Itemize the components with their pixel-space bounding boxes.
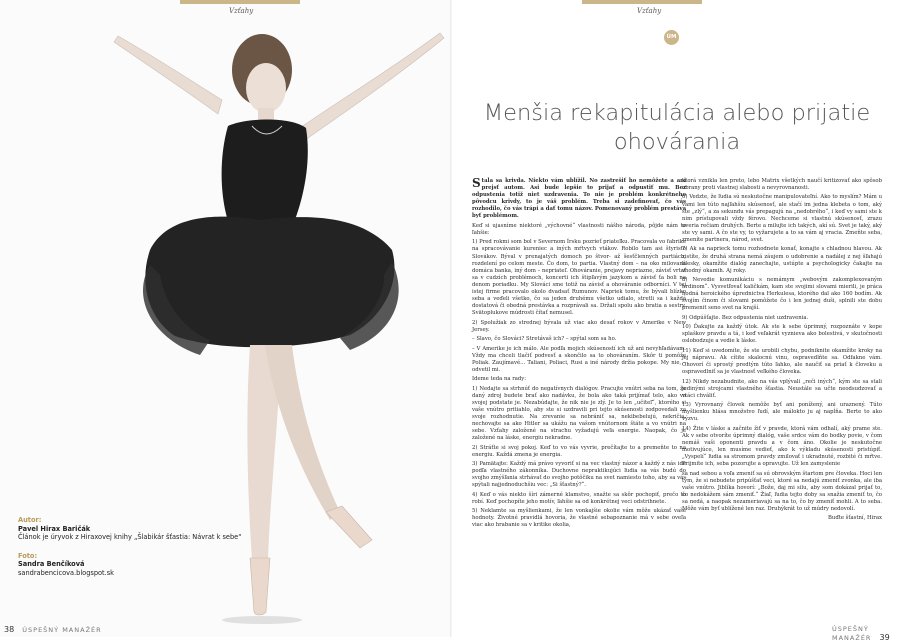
signature: Buďte šťastní, Hirax	[828, 515, 882, 522]
paragraph: Keď si ujasníme niektoré „výchovné“ vlastnosti nášho národa, pôjde nám to ľahšie:	[472, 222, 686, 236]
section-tab	[180, 0, 300, 4]
paragraph: – V Amerike je ich málo. Ale podľa mojich skúseností ich už ani nevyhľadávam. Vždy ma chceli tlačiť podvesť a skončilo sa to ohováraním. Skôr ti pomôže Poliak. Zaujímavé... Taliani, Poliaci, Rusi a iné národy držia pokope. My nie, – odvetil mi.	[472, 345, 686, 373]
left-footer	[4, 625, 102, 641]
left-page	[0, 0, 451, 637]
magazine-name: ÚSPEŠNÝ MANAŽÉR	[22, 626, 102, 634]
paragraph: 6) Vedzte, že ľudia sú neskutočne manipulovateľní. Ako to myslím? Mám u vami len túto najľahšiu skúsenosť, ale stačí im jedna klebeta o tom, aký ste „zlý“, a za sekundu vás prepagujú na „nedobrého“, i keď vy sami ste k nim prístupovali vždy férovo. Nechceme si vlastnú skúsenosť, zrazu uveria rečiam druhých. Berte a milujte ich takých, akí sú. Svet je taký, aký ste vy sami. A čo ste vy, to vyžarujete a to sa vám aj vracia. Zmeňte seba, zmeníte partnera, národ, svet.	[682, 194, 882, 244]
paragraph: 12) Nikdy nezabudnite, ako na vás vplývali „reči iných“, kým ste sa stali jedinými strojcami vlastného šťastia. Neustále sa učte neodsudzovať a vtáci chváliť.	[682, 378, 882, 399]
article-title: Menšia rekapitulácia alebo prijatie ohovárania	[483, 100, 871, 156]
page-number: 39	[879, 633, 890, 642]
section-tab	[582, 0, 702, 4]
right-footer	[832, 625, 903, 641]
paragraph: 4) Keď o vás niekto šíri zámerné klamstvo, snažte sa skôr pochopiť, prečo to robí. Keď pochopíte jeho motív, ľahšie sa od konkrétnej veci odstrihnete.	[472, 491, 686, 505]
paragraph: 1) Pred rokmi som bol v Severnom Írsku pozrieť priateľku. Pracovala vo fabrike na spracovávanie kureniec a iných mŕtvych vtákov. Robilo tam asi štyristo Slovákov. Býval v prenajatých domoch po štvor- až šesťčlenných partiách, rozdelení po celom meste. Čo dom, to partia. Vlastný dom – na oko milovaná domáca banka, iný dom – nepriateľ. Ohováranie, prejavy nepriazne, závisť vrtať sa v cudzích problémoch, koncerti ich štipľavým jazykom a závisť ťa boli na denom poriadku. My Slováci sme totiž na závisť a ohováranie odborníci. V tej istej firme pracovalo okolo dvadsať Rumunov. Napriek tomu, že bývali blízko seba a veďeli všetko, čo sa jeden druhému všetko udialo, stretli sa i každá dostatová či obedná prestávka a rozprávali sa. Držali spolu ako bratia a sestry. Svätoplukove múdrosti čítať nemusel.	[472, 239, 686, 317]
paragraph: 10) Ďakujte za každý útok. Ak ste k sebe úprimný, rozpoznáte v kope splaškov pravdu a tá, i keď veľakrát vyznieva ako bolestivá, v skutočnosti oslobodzuje a vedie k láske.	[682, 324, 882, 345]
paragraph: – Slavo, čo Slováci? Stretávaš ich? – spýtal som sa ho.	[472, 336, 617, 343]
paragraph: 2) Spolužiak zo strednej bývala už viac ako desať rokov v Amerike v New Jersey.	[472, 319, 686, 333]
magazine-badge: ÚM	[664, 30, 679, 45]
page-number: 38	[4, 625, 15, 634]
paragraph: ktorá vznikla len preto, lebo Matrix všetkých naučí kritizovať ako spôsob obrany proti vlastnej slabosti a nevyrovnanosti.	[682, 178, 882, 192]
section-label: Vzťahy	[637, 7, 662, 15]
magazine-name: ÚSPEŠNÝ MANAŽÉR	[832, 625, 872, 642]
text-column-1	[472, 178, 686, 532]
paragraph: 11) Keď si uvedomíte, že ste urobili chybu, podniknite okamžite kroky na jej nápravu. Ak cítite skalocnú vinu, ospravedlňte sa. Odfakne vám. Ohovorí či sprostý predtým túto ľahko, ale naučiť sa priať k človeku a ospravedlniť sa je vlastnosť veľkého človeka.	[682, 347, 882, 376]
paragraph: 13) Vyrovnaný človek nemôže byť ani ponížený, ani uraznený. Túto myšlienku hlása množstvo ľudí, ale málokto ju aj napĺňa. Berte to ako výzvu.	[682, 402, 882, 423]
photographer-site: sandrabencicova.blogspot.sk	[18, 568, 114, 577]
drop-cap: S	[472, 176, 481, 190]
paragraph: 3) Pamätajte: Každý má právo vyvoriť si na vec vlastný názor a každý z nás ide podľa vlastného zákonníka. Duchovne nepraktikujúci ľudia sa vás budú do svojho zmýšľania strhávať do svojho potôčiku na svet namiesto toho, aby sa vás spýtali najjednoduchšiu vec: „Si šťastný?“.	[472, 461, 686, 489]
paragraph: 5) Neklamte sa myšlienkami, že len vonkajšie okolie vám môže ukázať vaše hodnoty. Životné pravidlá hovoria, že vlastné sebapoznanie má v sebe oveľa viac ako hrabanie sa v kritike okolia,	[472, 508, 686, 529]
credits	[18, 516, 248, 578]
author-label: Autor:	[18, 516, 42, 524]
paragraph: Ideme teda na rady:	[472, 376, 527, 383]
paragraph: 7) Ak sa naprieck tomu rozhodnete konať, konajte s chladnou hlavou. Ak zistíte, že druhá strana nemá záujem o udobrenie a nadálej z nej šľahajú blesky, okamžite dialóg zanechajte, ustúpte a psychologicky čakajte na vhodný okamih. Aj roky.	[682, 246, 882, 274]
lead-paragraph	[472, 178, 686, 221]
lead-text: tala sa krivda. Niekto vám ublížil. No zastrešiť ho nemôžete a ani prejsť autom. Asi bude lepšie to prijať a odpustiť mu. Bez odpustenia totiž niet uzdravenia. To nie je problém konkrétneho pôvodcu krivdy, to je váš problém. Treba si zadefinovať, čo vás rozhodilo, čo vás trápi a dať tomu názov. Pomenovaný problém prestáva byť problémom.	[472, 178, 686, 220]
author-name: Pavel Hirax Baričák	[18, 524, 91, 533]
author-description: Článok je úryvok z Hiraxovej knihy „Šlabikár šťastia: Návrat k sebe“	[18, 533, 242, 542]
photo-label: Foto:	[18, 551, 38, 560]
paragraph: 14) Žite v láske a začnite žiť v pravde, ktorá vám odhalí, aký prame ste. Ak v sebe otvoríte úprimný dialóg, vaše srdce vám do bodky povie, v čom nemáš vaši oponenti pravdu a v čom áno. Okolie je neskutočne motivujúce, len musíme vedieť, ako k výkladu skúsenosti pristúpiť. „Vyspelí“ ľudia sa stromom pravdy zmilovať i ukradnuté, rozbité či mŕtve. Prijmite ich, seba pozorujte a opravujte. Už len zamyslenie	[682, 425, 882, 468]
photographer-name: Sandra Benčíková	[18, 560, 85, 569]
paragraph: 9) Odpúšťajte. Bez odpustenia niet uzdravenia.	[682, 314, 809, 321]
paragraph: 8) Nevedie komunikáciu s nemámym „webovým zakomplexovaným hrdinom“. Vysvetľovať kaličkám, kam ste svojimi slovami mierili, je práca hodná heroického úprednictva Herkulesa, ktorého dal ako 160 bodím. Ak svojím činom či slovami pomôžete čo i len jednej duši, splnili ste dobu premenit seno svet na krajší.	[682, 277, 882, 312]
paragraph: 1) Nedajte sa strhnúť do negatívnych dialógov. Pracujte vnútri seba na tom, že daný zdroj budete brať ako nadávku, že bola ako taká prijímať telo, ako vo svojej podstate je. Nezabúdajte, že nik nie je zlý. Je to len „učiteľ“, ktorého si vaše vnútro pritiahlo, aby ste si uzdravili pri tejto skúsenosti zodpovedali za svoje rozhodnutie. Na zrevanie sa nebrániť sa, nekibebelujú, nekričia, nechovajte sa ako Hitler sa ukážu na vašom vnútornom štáte a vo vnútri na sebe. Vzťahy založené na strachu vyžadujú veľa energie. Naopak, čo je založené na láske, energiu nekradne.	[472, 385, 686, 442]
paragraph: 2) Stráťte si svoj pokoj. Keď to vo vás vyvrie, prečítajte to a premeňte to na energiu. Každá zmena je energia.	[472, 444, 686, 458]
paragraph: sa nad sebou a voľa zmeniť sa sú obrovským štartom pre človeka. Hoci len tým, že si nebudete pripúšťať veci, ktoré sa nedajú zmeniť zvonka, ale iba vaše vnútro. Jiblíka hovorí: „Bože, daj mi silu, aby som dokázal prijať to, čo nedokážem sám zmeniť.“ Žiaľ, ľudia tejto doby sa snažia zmeniť to, čo sa nedá, a naopak nezameriavajú sa na to, čo by zmeniť mohli. A to seba. Môže vám byť ublížené len raz. Druhýkrát to už múdry nedovolí.	[682, 470, 882, 512]
text-column-2	[682, 178, 882, 525]
section-label: Vzťahy	[229, 7, 254, 15]
right-page	[452, 0, 903, 642]
